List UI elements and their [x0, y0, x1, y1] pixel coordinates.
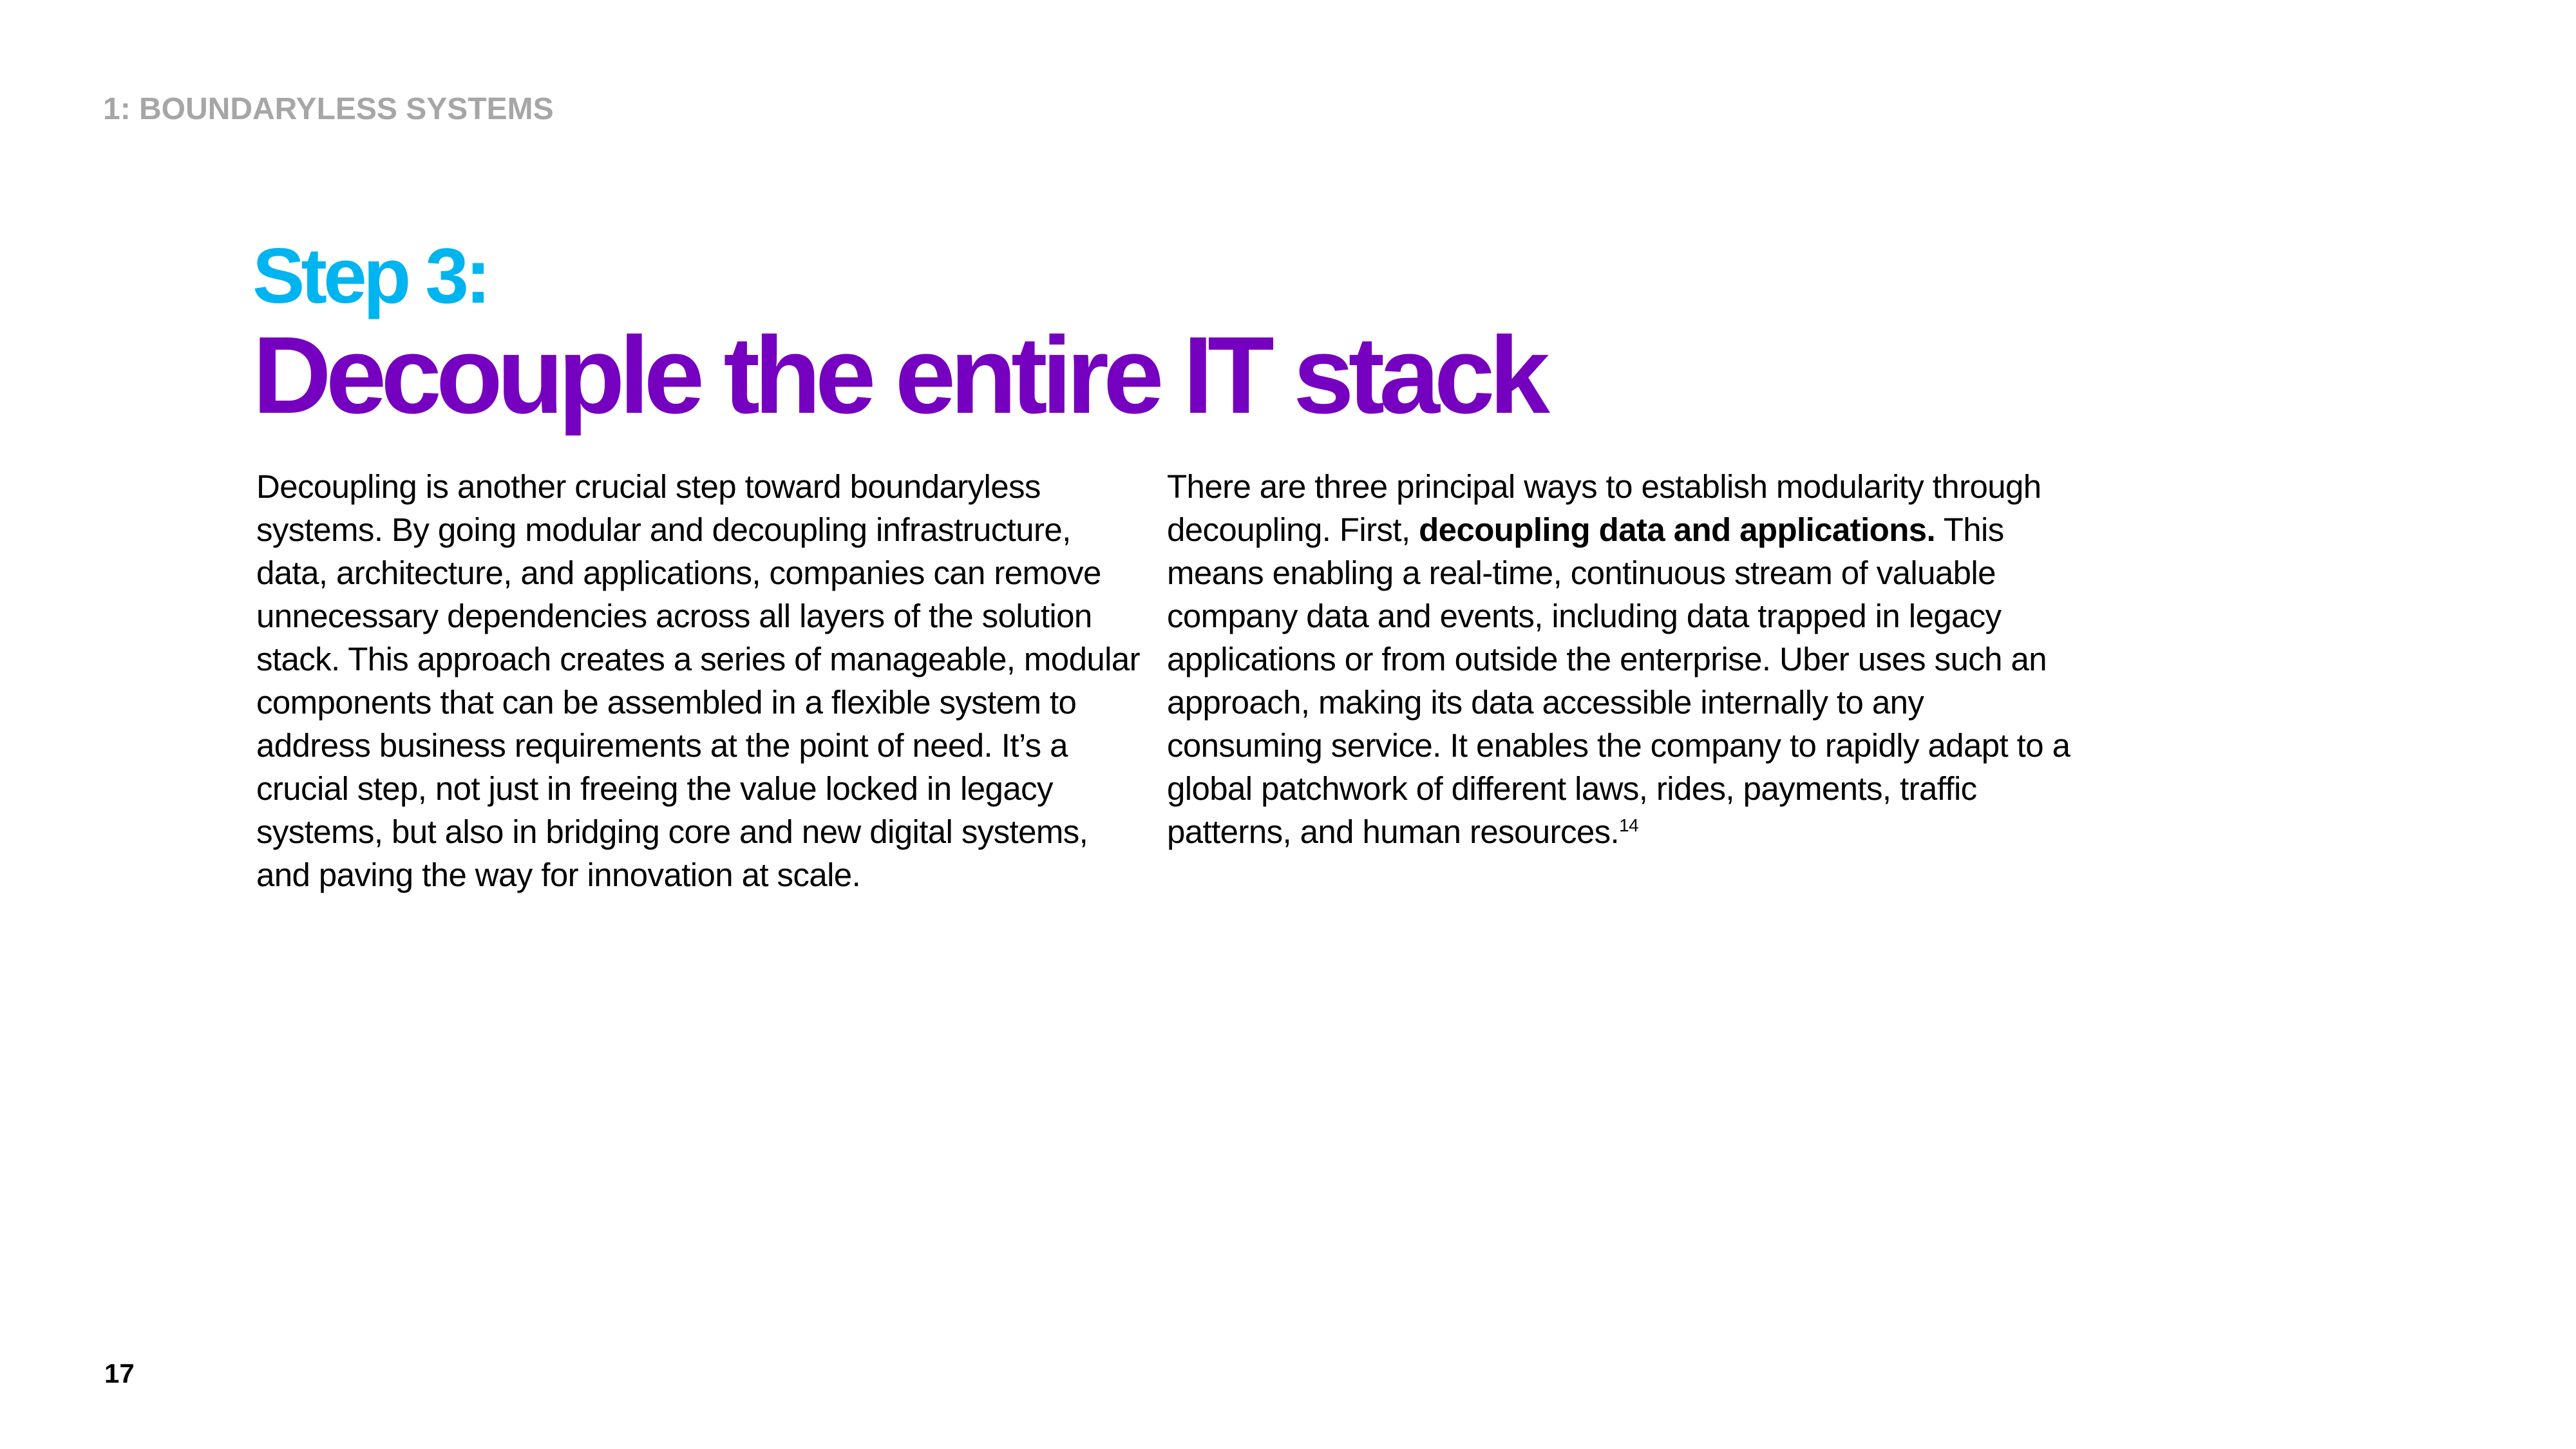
- right-paragraph-bold: decoupling data and applications.: [1419, 511, 1936, 548]
- page-title: Decouple the entire IT stack: [252, 314, 1544, 437]
- right-paragraph: [1167, 465, 2081, 853]
- right-column: [1167, 465, 2081, 853]
- left-column: [256, 465, 1142, 896]
- page-number: 17: [104, 1358, 135, 1388]
- left-paragraph: Decoupling is another crucial step toward boundaryless systems. By going modular and decoupling infrastructure, data, architecture, and applications, companies can remove unnecessary dependencies across all layers of the solution stack. This approach creates a series of manageable, modular components that can be assembled in a flexible system to address business requirements at the point of need. It’s a crucial step, not just in freeing the value locked in legacy systems, but also in bridging core and new digital systems, and paving the way for innovation at scale.: [256, 468, 1140, 893]
- section-label: 1: BOUNDARYLESS SYSTEMS: [103, 92, 554, 126]
- heading-block: [252, 231, 2313, 437]
- right-paragraph-intro: There are three principal ways to establish modularity through decoupling. First,: [1167, 468, 2041, 548]
- step-label: Step 3:: [252, 232, 488, 319]
- right-paragraph-rest: This means enabling a real-time, continuous stream of valuable company data and events, including data trapped in legacy applications or from outside the enterprise. Uber uses such an approach, making its data accessible internally to any consuming service. It enables the company to rapidly adapt to a global patchwork of different laws, rides, payments, traffic patterns, and human resources.: [1167, 511, 2070, 850]
- footnote-reference[interactable]: 14: [1619, 815, 1639, 835]
